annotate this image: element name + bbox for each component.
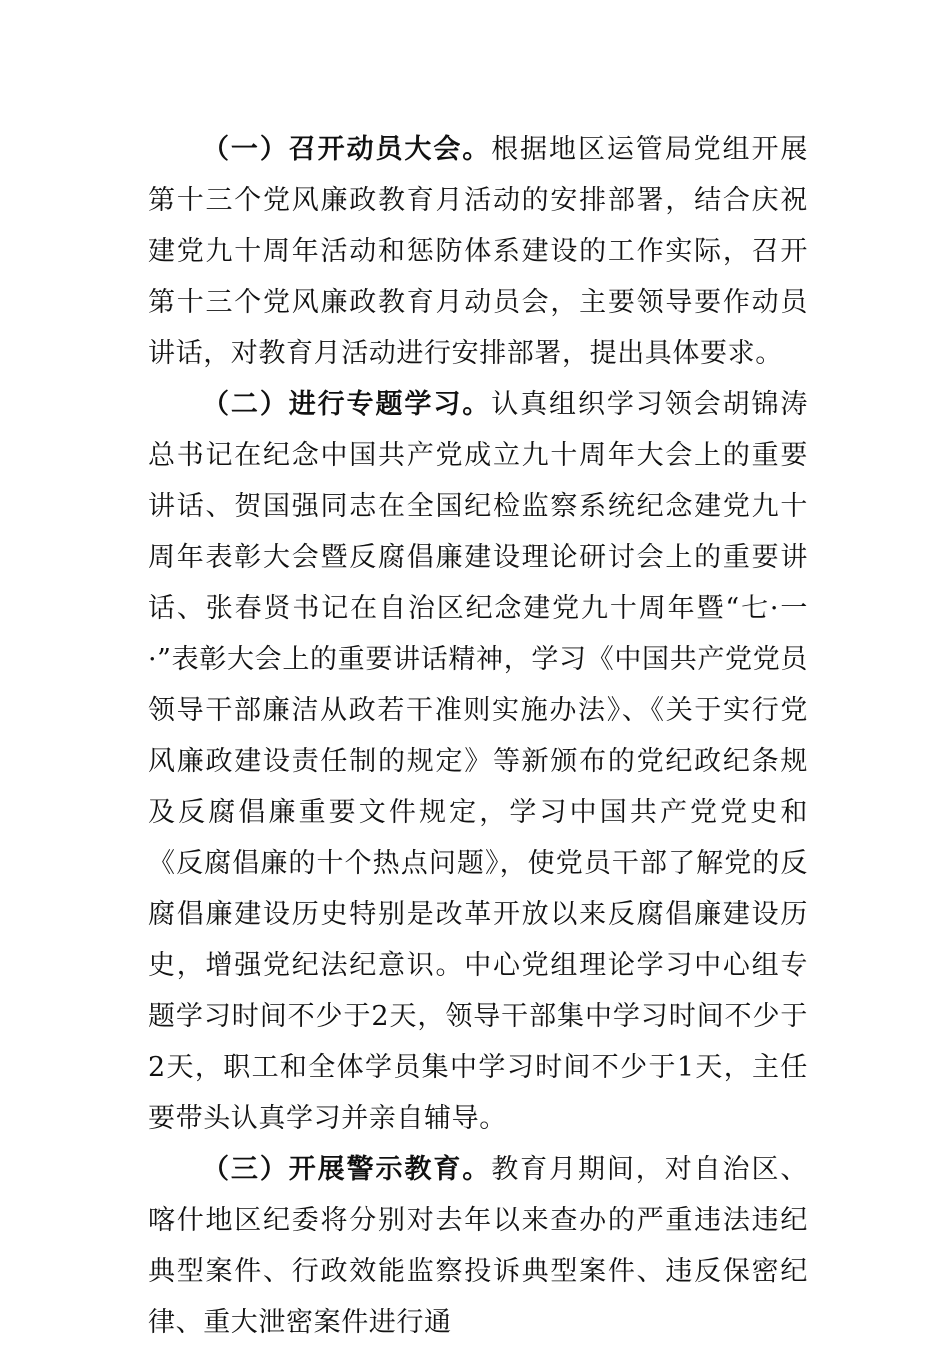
paragraph-special-study (148, 379, 808, 1144)
document-body (148, 124, 808, 1348)
paragraph-heading: （二）进行专题学习。 (202, 389, 492, 420)
paragraph-text: 认真组织学习领会胡锦涛总书记在纪念中国共产党成立九十周年大会上的重要讲话、贺国强同志在全国纪检监察系统纪念建党九十周年表彰大会暨反腐倡廉建设理论研讨会上的重要讲话、张春贤书记在自治区纪念建党九十周年暨“七·一·”表彰大会上的重要讲话精神，学习《中国共产党党员领导干部廉洁从政若干准则实施办法》、《关于实行党风廉政建设责任制的规定》等新颁布的党纪政纪条规及反腐倡廉重要文件规定，学习中国共产党党史和《反腐倡廉的十个热点问题》，使党员干部了解党的反腐倡廉建设历史特别是改革开放以来反腐倡廉建设历史，增强党纪法纪意识。中心党组理论学习中心组专题学习时间不少于2天，领导干部集中学习时间不少于2天，职工和全体学员集中学习时间不少于1天，主任要带头认真学习并亲自辅导。 (148, 389, 808, 1134)
paragraph-heading: （三）开展警示教育。 (202, 1154, 492, 1185)
paragraph-text: 根据地区运管局党组开展第十三个党风廉政教育月活动的安排部署，结合庆祝建党九十周年活动和惩防体系建设的工作实际，召开第十三个党风廉政教育月动员会，主要领导要作动员讲话，对教育月活动进行安排部署，提出具体要求。 (148, 134, 808, 369)
paragraph-warning-education (148, 1144, 808, 1348)
paragraph-mobilization-meeting (148, 124, 808, 379)
paragraph-text: 教育月期间，对自治区、喀什地区纪委将分别对去年以来查办的严重违法违纪典型案件、行政效能监察投诉典型案件、违反保密纪律、重大泄密案件进行通 (148, 1154, 808, 1338)
paragraph-heading: （一）召开动员大会。 (202, 134, 492, 165)
